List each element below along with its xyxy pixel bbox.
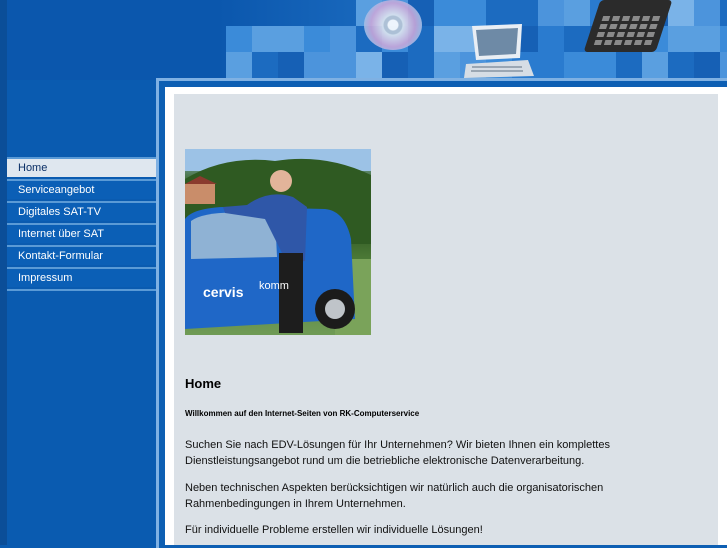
calculator-key [606,32,615,37]
mosaic-tile [278,26,304,52]
mosaic-tile [434,52,460,78]
van-logo-text-2: komm [259,280,289,292]
mosaic-tile [668,26,694,52]
calculator-key [624,40,633,45]
photo-illustration [185,149,371,335]
calculator-key [632,16,641,21]
mosaic-tile [694,26,720,52]
mosaic-tile [616,52,642,78]
nav-item-internet-ueber-sat[interactable]: Internet über SAT [7,223,158,243]
calculator-key [599,24,608,29]
mosaic-tile [226,26,252,52]
mosaic-tile [408,52,434,78]
welcome-line: Willkommen auf den Internet-Seiten von RK-Computerservice [185,409,420,418]
mosaic-tile [720,0,727,26]
mosaic-tile [278,52,304,78]
calculator-key [622,16,631,21]
nav-item-serviceangebot[interactable]: Serviceangebot [7,179,158,199]
nav-item-impressum[interactable]: Impressum [7,267,158,287]
mosaic-tile [694,52,720,78]
paragraph-2: Neben technischen Aspekten berücksichtigen wir natürlich auch die organisatorischen Rahmenbedingungen in Ihrem Unternehmen. [185,482,604,510]
calculator-key [639,24,648,29]
mosaic-tile [590,52,616,78]
calculator-key [642,16,651,21]
cd-icon [364,0,422,50]
calculator-key [614,40,623,45]
mosaic-tile [694,0,720,26]
calculator-key [604,40,613,45]
page-title: Home [185,376,222,391]
calculator-key [644,40,653,45]
calculator-key [649,24,658,29]
mosaic-tile [252,26,278,52]
calculator-key [596,32,605,37]
header-banner [0,0,727,80]
mosaic-tile [668,0,694,26]
van-logo-text: cervis [203,284,244,300]
mosaic-tile [564,0,590,26]
laptop-icon [462,22,534,78]
mosaic-tile [564,52,590,78]
mosaic-tile [252,52,278,78]
calculator-key [634,40,643,45]
calculator-key [652,16,661,21]
calculator-key [646,32,655,37]
mosaic-tile [226,52,252,78]
mosaic-tile [356,52,382,78]
nav-item-digitales-sat-tv[interactable]: Digitales SAT-TV [7,201,158,221]
owner-photo [185,149,371,335]
nav-item-kontakt-formular[interactable]: Kontakt-Formular [7,245,158,265]
paragraph-3: Für individuelle Probleme erstellen wir individuelle Lösungen! [185,524,483,536]
calculator-key [609,24,618,29]
calculator-key [616,32,625,37]
main-navigation [7,157,158,291]
calculator-key [626,32,635,37]
mosaic-tile [382,52,408,78]
mosaic-tile [330,52,356,78]
calculator-key [594,40,603,45]
mosaic-tile [538,26,564,52]
calculator-key [636,32,645,37]
nav-divider [7,289,158,291]
mosaic-tile [642,52,668,78]
calculator-key [602,16,611,21]
mosaic-tile [330,26,356,52]
nav-item-home[interactable]: Home [7,157,158,177]
paragraph-1: Suchen Sie nach EDV-Lösungen für Ihr Unternehmen? Wir bieten Ihnen ein komplettes Dienstleistungsangebot rund um die betriebliche elektronische Datenverarbeitung. [185,439,610,467]
mosaic-tile [538,0,564,26]
mosaic-tile [434,26,460,52]
calculator-key [612,16,621,21]
mosaic-tile [720,52,727,78]
left-border [0,0,7,545]
mosaic-tile [538,52,564,78]
mosaic-tile [434,0,460,26]
mosaic-tile [720,26,727,52]
mosaic-tile [668,52,694,78]
mosaic-tile [304,52,330,78]
calculator-key [629,24,638,29]
calculator-key [619,24,628,29]
mosaic-tile [304,26,330,52]
